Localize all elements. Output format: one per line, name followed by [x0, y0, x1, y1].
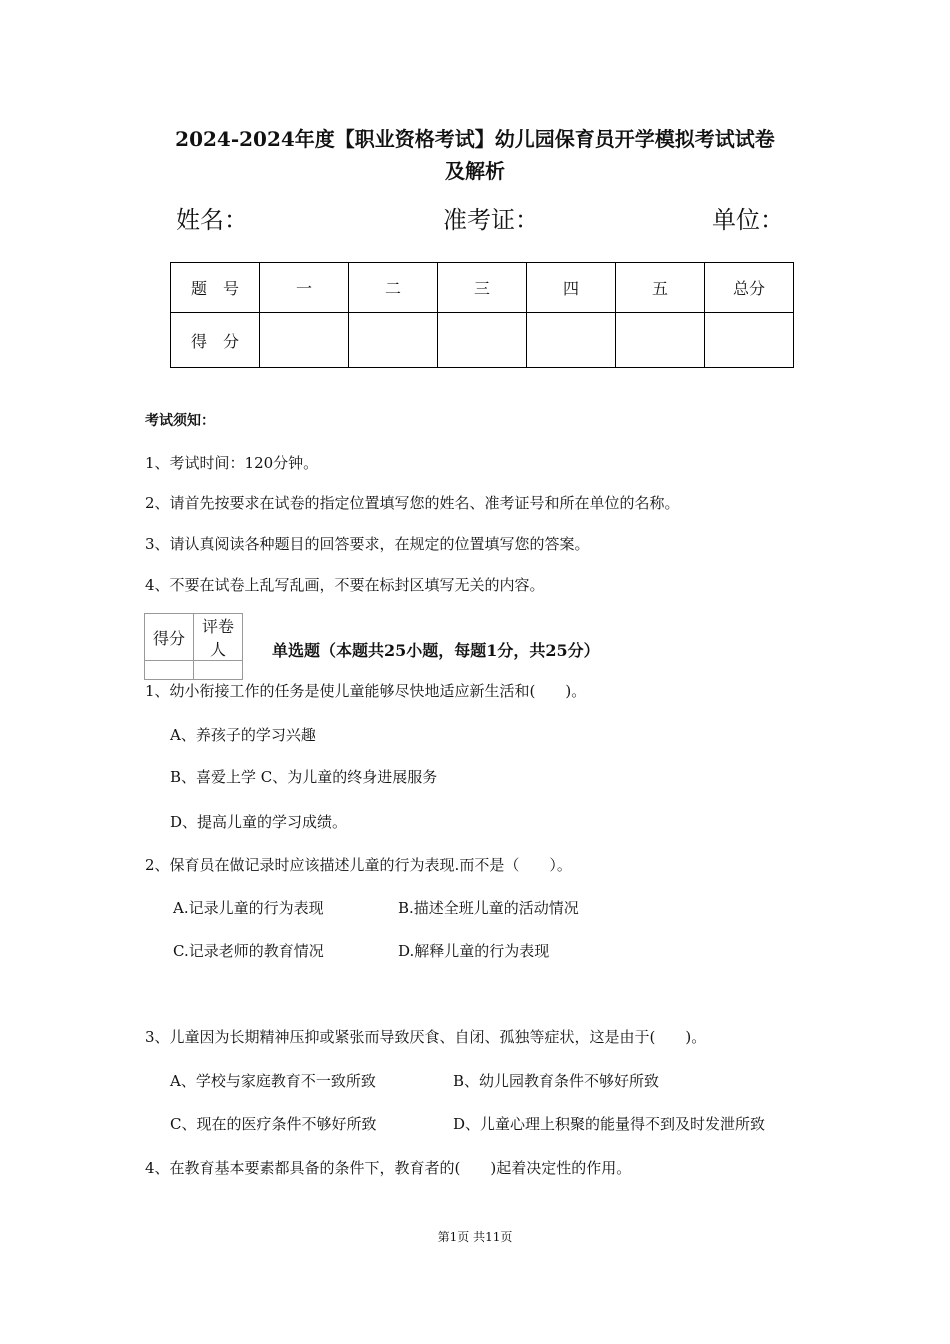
exam-title-line1: 2024-2024年度【职业资格考试】幼儿园保育员开学模拟考试试卷: [175, 127, 775, 151]
notice-item: 4、不要在试卷上乱写乱画，不要在标封区填写无关的内容。: [145, 576, 545, 594]
score-table-cell: 二: [349, 263, 438, 313]
candidate-info-row: [0, 200, 950, 240]
question-option: A.记录儿童的行为表现: [173, 899, 324, 917]
score-blank-cell[interactable]: [616, 313, 705, 368]
score-table-header-row: [171, 263, 794, 313]
score-table-cell: 四: [527, 263, 616, 313]
score-table-cell: 题 号: [171, 263, 260, 313]
question-option: C.记录老师的教育情况: [173, 942, 324, 960]
question-option: D.解释儿童的行为表现: [398, 942, 550, 960]
question-option: B.描述全班儿童的活动情况: [398, 899, 579, 917]
notice-item: 3、请认真阅读各种题目的回答要求，在规定的位置填写您的答案。: [145, 535, 590, 553]
notice-heading: 考试须知：: [145, 413, 215, 429]
score-blank-cell[interactable]: [705, 313, 794, 368]
grader-score-blank[interactable]: [145, 661, 194, 680]
question-option: A、养孩子的学习兴趣: [170, 726, 316, 744]
question-option: C、现在的医疗条件不够好所致: [170, 1115, 377, 1133]
score-table-cell: 得 分: [171, 313, 260, 368]
score-blank-cell[interactable]: [438, 313, 527, 368]
grader-score-label: 得分: [145, 614, 194, 661]
section-title: 单选题（本题共25小题，每题1分，共25分）: [272, 641, 600, 660]
question-option: B、幼儿园教育条件不够好所致: [453, 1072, 660, 1090]
score-table-cell: 一: [260, 263, 349, 313]
unit-label: 单位：: [712, 206, 784, 234]
question-option: B、喜爱上学 C、为儿童的终身进展服务: [170, 768, 438, 786]
question-stem: 4、在教育基本要素都具备的条件下，教育者的( )起着决定性的作用。: [145, 1159, 632, 1177]
name-label: 姓名：: [176, 206, 248, 234]
grader-name-label: 评卷人: [194, 614, 243, 661]
score-table: [170, 262, 794, 368]
exam-title-line2: 及解析: [445, 159, 505, 183]
exam-id-label: 准考证：: [443, 206, 539, 234]
question-stem: 3、儿童因为长期精神压抑或紧张而导致厌食、自闭、孤独等症状，这是由于( )。: [145, 1028, 707, 1046]
score-table-cell: 三: [438, 263, 527, 313]
score-blank-cell[interactable]: [527, 313, 616, 368]
question-stem: 1、幼小衔接工作的任务是使儿童能够尽快地适应新生活和( )。: [145, 682, 587, 700]
notice-item: 2、请首先按要求在试卷的指定位置填写您的姓名、准考证号和所在单位的名称。: [145, 494, 680, 512]
question-option: D、儿童心理上积聚的能量得不到及时发泄所致: [453, 1115, 766, 1133]
question-option: A、学校与家庭教育不一致所致: [170, 1072, 376, 1090]
page-footer: 第1页 共11页: [437, 1230, 513, 1244]
score-blank-cell[interactable]: [349, 313, 438, 368]
score-table-cell: 五: [616, 263, 705, 313]
notice-item: 1、考试时间：120分钟。: [145, 454, 319, 472]
grader-box: [144, 613, 243, 680]
question-stem: 2、保育员在做记录时应该描述儿童的行为表现.而不是（ ）。: [145, 856, 572, 874]
grader-name-blank[interactable]: [194, 661, 243, 680]
score-blank-cell[interactable]: [260, 313, 349, 368]
question-option: D、提高儿童的学习成绩。: [170, 813, 348, 831]
score-table-score-row: [171, 313, 794, 368]
score-table-cell: 总分: [705, 263, 794, 313]
